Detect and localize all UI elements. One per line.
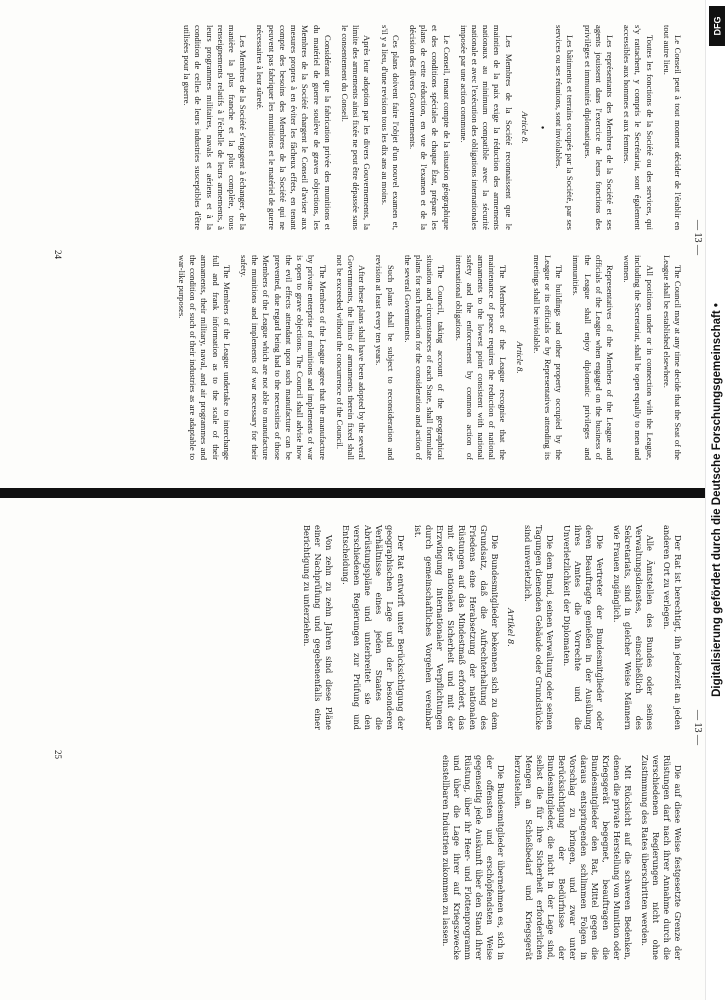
german-paragraph: Von zehn zu zehn Jahren sind diese Pläne einer Nachprüfung und gegebenenfalls einer Berichtigung zu unterziehen. [302, 525, 334, 730]
english-paragraph: The Members of the League recognise that the maintenance of peace requires the reduction of national armaments to the lowest point consistent with national safety and the enforcement by common action of international obligations. [453, 255, 509, 460]
right-page-number: — 13 — [692, 710, 703, 745]
dfg-logo [709, 6, 725, 46]
english-paragraph: The Members of the League undertake to interchange full and frank information as to the scale of their armaments, their military, naval, and air programmes and the condition of such of their industries as are adaptable to war-like purposes. [177, 255, 232, 460]
french-paragraph: Considérant que la fabrication privée des munitions et du matériel de guerre soulève de graves objections, les Membres de la Société chargent le Conseil d'aviser aux mesures propres à en éviter les fâcheux effets, en tenant compte des besoins des Membres de la Société qui ne peuvent pas fabriquer les munitions et le matériel de guerre nécessaires à leur sûreté. [255, 25, 333, 230]
german-column-top [295, 525, 683, 730]
english-paragraph: The Council may at any time decide that the Seat of the League shall be established elsewhere. [661, 255, 683, 460]
dfg-logo-text: DFG [712, 16, 722, 36]
german-paragraph: Alle Ämtstellen des Bundes oder seines Verwaltungsdienstes, einschließlich des Sekretariats, sind in gleicher Weise Männern wie Frauen zugänglich. [612, 525, 655, 730]
english-paragraph: All positions under or in connection with the League, including the Secretariat, shall be open equally to men and women. [622, 255, 655, 460]
left-footer-number: 24 [53, 250, 63, 259]
english-paragraph: Representatives of the Members of the League and officials of the League when engaged on the business of the League shall enjoy diplomatic privileges and immunities. [571, 255, 615, 460]
french-paragraph: Les bâtiments et terrains occupés par la Société, par ses services ou ses réunions, sont inviolables. [554, 25, 576, 230]
right-footer-number: 25 [53, 750, 63, 759]
english-paragraph: After these plans shall have been adopted by the several Governments, the limits of armaments therein fixed shall not be exceeded without the concurrence of the Council. [334, 255, 368, 460]
german-paragraph: Der Rat entwirft unter Berücksichtigung der geographischen Lage und der besonderen Verhältnisse eines jeden Staates die Abrüstungspläne und unterbreitet sie den verschiedenen Regierungen zur Prüfung und Entscheidung. [341, 525, 406, 730]
french-article-heading: Article 8. [519, 111, 530, 144]
english-column [170, 255, 683, 460]
french-paragraph: Toutes les fonctions de la Société ou des services, qui s'y rattachent, y compris le Secrétariat, sont également accessibles aux hommes et aux femmes. [622, 25, 655, 230]
french-paragraph: Après leur adoption par les divers Gouvernements, la limite des armements ainsi fixée ne peut être dépassée sans le consentement du Conseil. [339, 25, 373, 230]
german-article-heading: Artikel 8. [506, 608, 516, 647]
english-paragraph: The Council, taking account of the geographical situation and circumstances of each State, shall formulate plans for such reduction for the consideration and action of the several Governments. [402, 255, 447, 460]
english-paragraph: Such plans shall be subject to reconsideration and revision at least every ten years. [374, 255, 396, 460]
german-paragraph: Die auf diese Weise festgesetzte Grenze der Rüstungen darf nach ihrer Annahme durch die verschiedenen Regierungen nicht ohne Zustimmung des Rates überschritten werden. [640, 755, 683, 960]
french-paragraph: Le Conseil peut à tout moment décider de l'établir en tout autre lieu. [661, 25, 683, 230]
german-paragraph: Die Bundesmitglieder übernehmen es, sich in der offensten und erschöpfendsten Weise gegenseitig jede Auskunft über den Stand ihrer Rüstung, über ihr Heer- und Flottenprogramm und über die Lage ihrer auf Kriegszwecke einstellbaren Industrien zukommen zu lassen. [441, 755, 506, 960]
credit-sidebar [705, 0, 727, 1000]
book-gutter [0, 488, 727, 498]
rotated-spread [23, 10, 703, 990]
german-paragraph: Die Bundesmitglieder bekennen sich zu dem Grundsatz, daß die Aufrechterhaltung des Friedens eine Herabsetzung der nationalen Rüstungen auf das Mindestmaß erfordert, das mit der nationalen Sicherheit und mit der Erzwingung internationaler Verpflichtungen durch gemeinschaftliches Vorgehen vereinbar ist. [413, 525, 500, 730]
french-paragraph: Le Conseil, tenant compte de la situation géographique et des conditions spéciales de chaque État, prépare les plans de cette réduction, en vue de l'examen et de la décision des divers Gouvernements. [407, 25, 452, 230]
german-column-bottom [434, 755, 683, 960]
german-paragraph: Der Rat ist berechtigt, ihn jederzeit an jeden anderen Ort zu verlegen. [662, 525, 683, 730]
french-column [175, 25, 683, 230]
french-paragraph: Les Membres de la Société reconnaissent que le maintien de la paix exige la réduction des armements nationaux au minimum compatible avec la sécurité nationale et avec l'exécution des obligations internationales imposée par une action commune. [458, 25, 514, 230]
digitization-credit: Digitalisierung gefördert durch die Deutsche Forschungsgemeinschaft • [711, 303, 723, 697]
german-paragraph: Mit Rücksicht auf die schweren Bedenken, denen die private Herstellung von Munition oder Kriegsgerät begegnet, beauftragen die Bundesmitglieder den Rat, Mittel gegen die daraus entspringenden schlimmen Folgen in Vorschlag zu bringen, und zwar unter Berücksichtigung der Bedürfnisse der Bundesmitglieder, die nicht in der Lage sind, selbst die für ihre Sicherheit erforderlichen Mengen an Schießbedarf und Kriegsgerät herzustellen. [513, 755, 633, 960]
english-paragraph: The buildings and other property occupied by the League or its officials or by Representatives attending its meetings shall be inviolable. [531, 255, 565, 460]
english-article-heading: Article 8. [514, 341, 525, 374]
german-paragraph: Die dem Bund, seinen Verwaltung oder seinen Tagungen dienenden Gebäude oder Grundstücke sind unverletzlich. [523, 525, 555, 730]
french-paragraph: Ces plans doivent faire l'objet d'un nouvel examen et, s'il y a lieu, d'une revision tous les dix ans au moins. [379, 25, 401, 230]
french-paragraph: Les représentants des Membres de la Société et ses agents jouissent dans l'exercice de leurs fonctions des privilèges et immunités diplomatiques. [582, 25, 615, 230]
german-paragraph: Die Vertreter der Bundesmitglieder oder deren Beauftragte genießen in der Ausübung ihres Amtes die Vorrechte und die Unverletzlichkeit der Diplomaten. [562, 525, 605, 730]
french-paragraph: Les Membres de la Société s'engagent à échanger, de la manière la plus franche et la plus complète, tous renseignements relatifs à l'échelle de leurs armements, à leurs programmes militaires, navals et aériens et à la condition de celles de leurs industries susceptibles d'être utilisées pour la guerre. [182, 25, 249, 230]
bullet-mark: • [535, 125, 547, 130]
english-paragraph: The Members of the League agree that the manufacture by private enterprise of munitions and implements of war is open to grave objections. The Council shall advise how the evil effects attendant upon such manufacture can be prevented, due regard being had to the necessities of those Members of the League which are not able to manufacture the munitions and implements of war necessary for their safety. [239, 255, 328, 460]
left-page-number: — 13 — [692, 220, 703, 255]
